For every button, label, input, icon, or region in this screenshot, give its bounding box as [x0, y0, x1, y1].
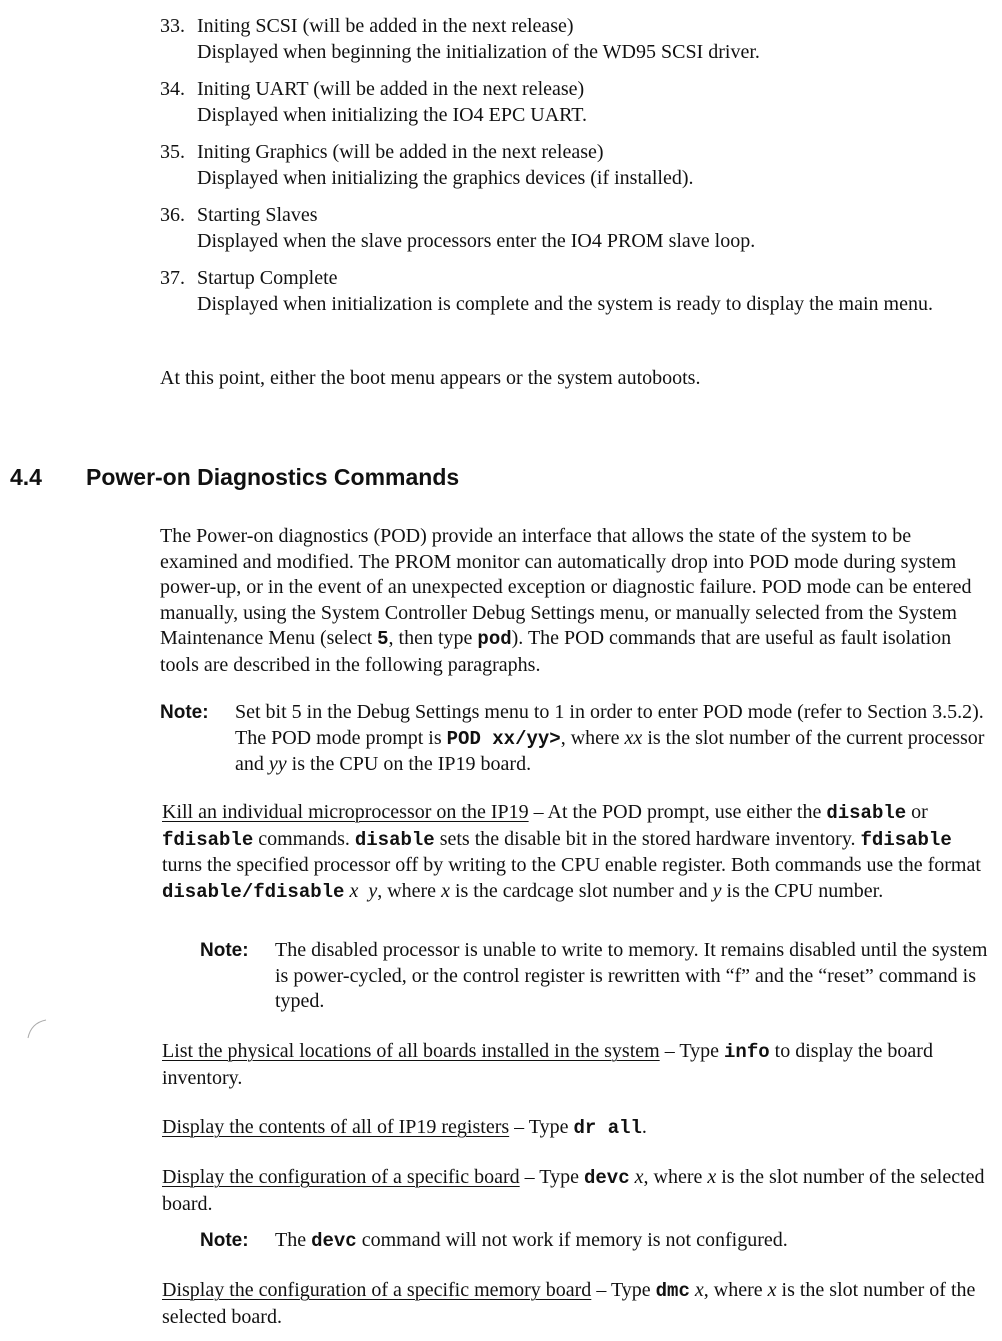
item-description: Displayed when beginning the initialization of the WD95 SCSI driver. — [197, 40, 760, 63]
intro-text: , then type — [388, 627, 478, 649]
list-item — [160, 77, 1000, 128]
code-info: info — [724, 1041, 770, 1063]
section-heading — [10, 465, 459, 491]
note-devc — [200, 1228, 990, 1255]
item-title: Startup Complete — [197, 267, 338, 289]
body-text: is the cardcage slot number and — [449, 879, 713, 902]
body-text: to display the board inventory. — [162, 1040, 933, 1089]
list-item — [160, 266, 1000, 317]
var-x: x — [707, 1166, 717, 1188]
body-text: , where — [377, 879, 442, 902]
body-text: turns the specified processor off by writing to the CPU enable register. Both commands use the format — [162, 854, 981, 876]
code-pod-prompt: POD xx/yy> — [446, 727, 561, 750]
list-item — [160, 140, 1000, 191]
body-text: is the slot number of the selected board. — [162, 1279, 976, 1328]
item-number: 35. — [160, 141, 185, 163]
body-text: or — [906, 801, 928, 823]
item-description: Displayed when the slave processors enter the IO4 PROM slave loop. — [197, 229, 756, 252]
var-x-y: x y — [349, 879, 378, 902]
intro-text: ). The POD commands that are useful as fault isolation tools are described in the following paragraphs. — [160, 627, 952, 676]
var-x: x — [694, 1279, 704, 1301]
note-text: Set bit 5 in the Debug Settings menu to 1 in order to enter POD mode (refer to Section 3.5.2). The POD mode prompt is — [235, 701, 984, 749]
note-label: Note: — [200, 1230, 249, 1251]
body-text: sets the disable bit in the stored hardware inventory. — [434, 827, 861, 850]
body-text: – Type — [509, 1116, 574, 1138]
body-text: – At the POD prompt, use either the — [528, 801, 827, 823]
code-disable: disable — [826, 802, 907, 824]
item-title: Initing SCSI (will be added in the next release) — [197, 15, 574, 37]
code-devc: devc — [311, 1230, 357, 1252]
kill-processor-paragraph — [162, 800, 992, 905]
var-x: x — [634, 1166, 644, 1188]
body-text: – Type — [591, 1279, 656, 1301]
pen-mark — [26, 1018, 48, 1040]
item-description: Displayed when initialization is complete and the system is ready to display the main menu. — [197, 292, 933, 315]
note-disabled-processor — [200, 938, 990, 1015]
item-title: Initing UART (will be added in the next release) — [197, 78, 585, 100]
body-text: – Type — [659, 1040, 725, 1062]
code-fdisable: fdisable — [162, 828, 254, 851]
board-config-paragraph — [162, 1165, 992, 1217]
list-item — [160, 203, 1000, 254]
item-description: Displayed when initializing the graphics devices (if installed). — [197, 166, 694, 189]
section-title: Power-on Diagnostics Commands — [86, 464, 460, 490]
code-fdisable: fdisable — [860, 828, 952, 851]
topic-board-config: Display the configuration of a specific board — [162, 1166, 520, 1188]
body-text: , where — [643, 1166, 708, 1188]
var-xx: xx — [624, 726, 643, 749]
var-x: x — [767, 1279, 777, 1301]
list-item — [160, 14, 1000, 65]
code-dr-all: dr all — [573, 1117, 642, 1139]
body-text: – Type — [519, 1166, 584, 1188]
section-number: 4.4 — [10, 464, 42, 490]
topic-kill-processor: Kill an individual microprocessor on the IP19 — [162, 801, 529, 823]
note-body: The disabled processor is unable to write to memory. It remains disabled until the system is power-cycled, or the control register is rewritten with “f” and the “reset” command is typed. — [275, 939, 988, 1012]
note-text: The — [275, 1229, 312, 1251]
after-list-paragraph: At this point, either the boot menu appears or the system autoboots. — [160, 367, 701, 389]
code-disable: disable — [354, 828, 435, 851]
note-label: Note: — [160, 702, 209, 723]
note-text: is the CPU on the IP19 board. — [286, 753, 532, 775]
code-devc: devc — [584, 1167, 630, 1189]
var-x: x — [441, 879, 450, 902]
body-text: , where — [703, 1279, 768, 1301]
topic-list-boards: List the physical locations of all boards installed in the system — [162, 1040, 660, 1062]
memory-config-paragraph — [162, 1278, 992, 1330]
note-pod-mode — [160, 700, 990, 778]
item-title: Starting Slaves — [197, 204, 318, 226]
intro-paragraph — [160, 524, 992, 678]
var-y: y — [712, 879, 722, 902]
item-number: 33. — [160, 15, 185, 37]
item-number: 36. — [160, 204, 185, 226]
note-body — [235, 700, 990, 778]
body-text: commands. — [253, 827, 355, 850]
topic-memory-config: Display the configuration of a specific memory board — [162, 1279, 592, 1301]
code-dmc: dmc — [655, 1280, 690, 1302]
body-text: is the CPU number. — [721, 879, 884, 902]
display-registers-paragraph — [162, 1115, 992, 1142]
note-text: , where — [560, 726, 625, 749]
item-title: Initing Graphics (will be added in the next release) — [197, 141, 604, 163]
note-text: is the slot number of the current processor and — [235, 726, 985, 775]
note-body — [275, 1228, 990, 1255]
item-number: 37. — [160, 267, 185, 289]
note-label: Note: — [200, 940, 249, 961]
code-disable-fdisable: disable/fdisable — [162, 880, 345, 903]
item-description: Displayed when initializing the IO4 EPC UART. — [197, 103, 588, 126]
var-yy: yy — [268, 753, 287, 775]
item-number: 34. — [160, 78, 185, 100]
note-text: command will not work if memory is not configured. — [356, 1229, 788, 1251]
body-text: is the slot number of the selected board. — [162, 1166, 985, 1215]
topic-display-registers: Display the contents of all of IP19 registers — [162, 1116, 510, 1138]
intro-text: The Power-on diagnostics (POD) provide an interface that allows the state of the system to be examined and modified. The PROM monitor can automatically drop into POD mode during system power-up, or in the event of an unexpected exception or diagnostic failure. POD mode can be entered manually, using the System Controller Debug Settings menu, or manually selected from the System Maintenance Menu (select — [160, 525, 972, 649]
code-pod: pod — [477, 628, 512, 650]
body-text: . — [641, 1116, 647, 1138]
code-select-5: 5 — [377, 628, 389, 650]
list-boards-paragraph — [162, 1039, 992, 1091]
